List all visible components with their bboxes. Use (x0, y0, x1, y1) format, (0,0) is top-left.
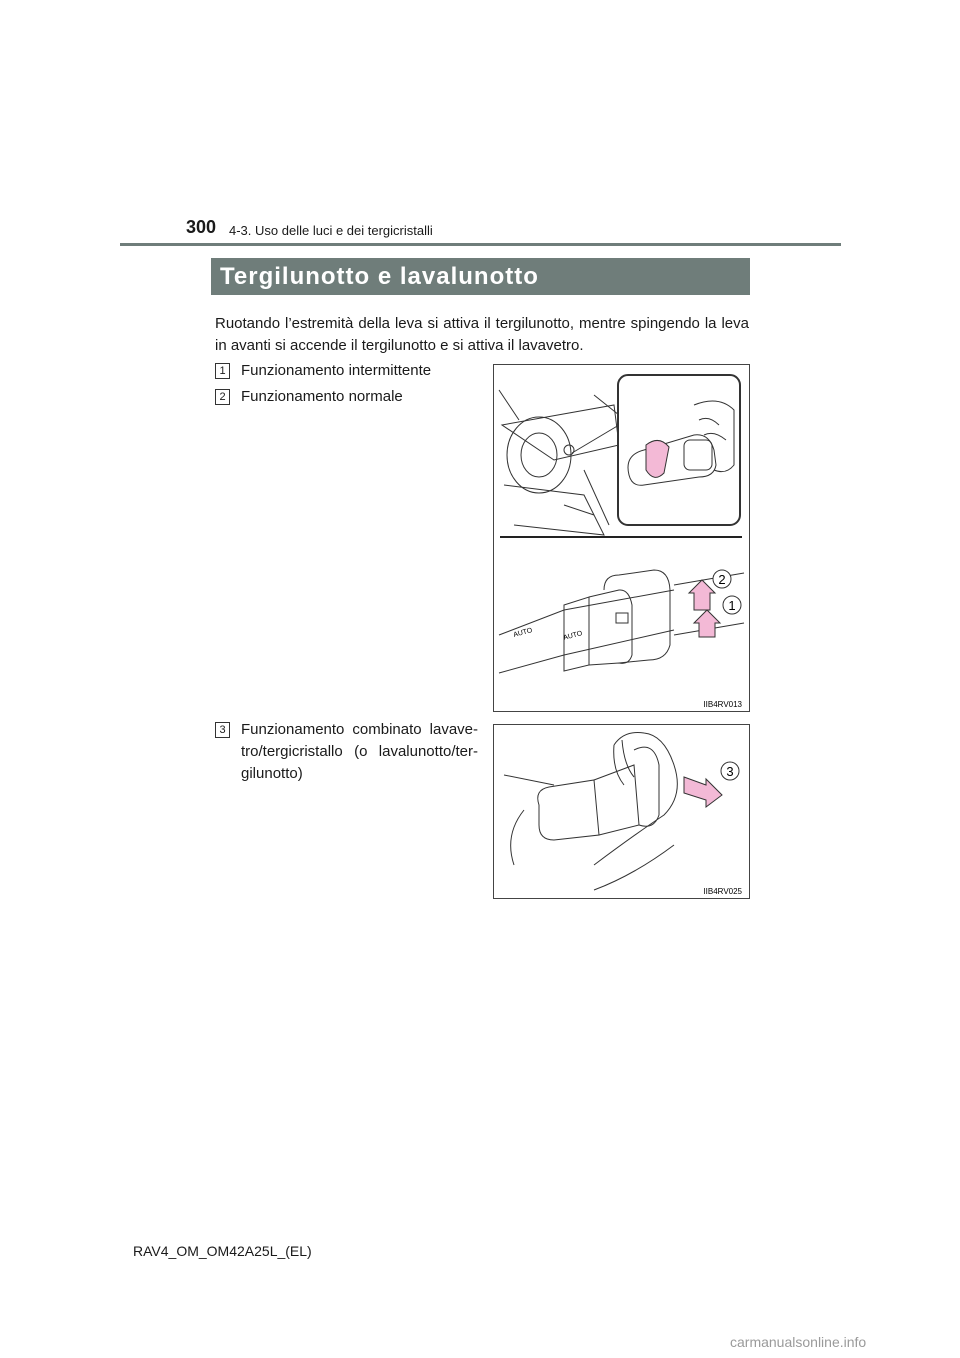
item-text: Funzionamento combinato lavave-tro/tergicristallo (o lavalunotto/ter-gilunotto) (241, 721, 478, 782)
callout-2: 2 (718, 572, 726, 587)
page-title: Tergilunotto e lavalunotto (211, 258, 750, 295)
item-number-badge: 2 (215, 389, 230, 405)
list-item-2 (215, 386, 475, 408)
figure-rear-wiper-lever (493, 364, 750, 712)
list-item-1 (215, 360, 475, 382)
figure-code: IIB4RV013 (703, 700, 742, 709)
page-number: 300 (186, 217, 217, 237)
item-number-badge: 3 (215, 722, 230, 738)
header-divider (120, 243, 841, 246)
section-breadcrumb: 4-3. Uso delle luci e dei tergicristalli (229, 223, 433, 238)
callout-3: 3 (726, 764, 734, 779)
figure-washer-operation (493, 724, 750, 899)
switch-label-auto: AUTO (512, 627, 534, 639)
watermark: carmanualsonline.info (730, 1334, 867, 1350)
item-number-badge: 1 (215, 363, 230, 379)
intro-paragraph: Ruotando l’estremità della leva si attiva il tergilunotto, mentre spingendo la leva in avanti si accende il tergilunotto e si attiva il lavavetro. (215, 315, 749, 354)
washer-lever-illustration (494, 725, 749, 898)
list-item-3 (215, 719, 480, 789)
item-text: Funzionamento intermittente (241, 362, 432, 379)
callout-1: 1 (728, 598, 736, 613)
figure-code: IIB4RV025 (703, 887, 742, 896)
wiper-lever-illustration (494, 365, 749, 711)
switch-label-auto: AUTO (562, 630, 584, 642)
manual-code-footer: RAV4_OM_OM42A25L_(EL) (133, 1243, 312, 1259)
item-text: Funzionamento normale (241, 388, 403, 405)
